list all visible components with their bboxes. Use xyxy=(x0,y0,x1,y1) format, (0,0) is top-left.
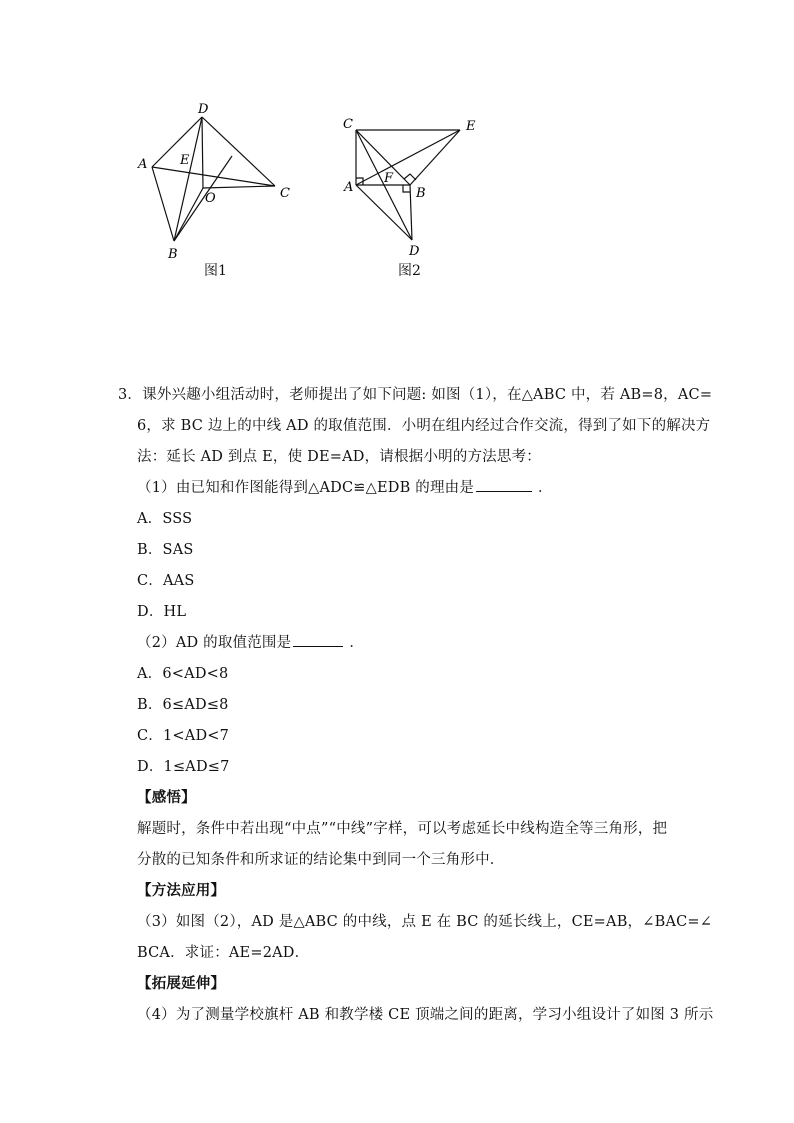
q2-option-d[interactable]: D．1≤AD≤7 xyxy=(137,759,230,775)
fig2-label-f: F xyxy=(384,171,394,186)
answer-blank-2[interactable] xyxy=(293,634,343,647)
fig1-label-d: D xyxy=(198,102,209,117)
figure-1 xyxy=(0,0,794,300)
intro-line-3: 法：延长 AD 到点 E，使 DE=AD，请根据小明的方法思考： xyxy=(137,449,541,465)
fig2-label-c: C xyxy=(343,117,353,132)
q2-option-c[interactable]: C．1<AD<7 xyxy=(137,728,230,744)
q2-option-b[interactable]: B．6≤AD≤8 xyxy=(137,697,229,713)
question-2-end: ． xyxy=(349,635,365,651)
insight-line-2: 分散的已知条件和所求证的结论集中到同一个三角形中． xyxy=(137,852,505,868)
question-1-end: ． xyxy=(538,480,553,496)
fig2-label-b: B xyxy=(416,186,426,201)
insight-heading: 【感悟】 xyxy=(137,789,196,806)
q1-option-d[interactable]: D．HL xyxy=(137,604,187,620)
q1-option-c[interactable]: C．AAS xyxy=(137,573,195,589)
figures-area xyxy=(0,0,794,300)
q1-option-a[interactable]: A．SSS xyxy=(137,511,193,527)
insight-line-1: 解题时，条件中若出现“中点”“中线”字样，可以考虑延长中线构造全等三角形，把 xyxy=(137,821,668,837)
question-4-line-1: （4）为了测量学校旗杆 AB 和教学楼 CE 顶端之间的距离，学习小组设计了如图 3 所示 xyxy=(137,1007,714,1023)
question-2-text: （2）AD 的取值范围是 xyxy=(137,635,292,651)
answer-blank-1[interactable] xyxy=(476,479,532,492)
figure-2-caption: 图2 xyxy=(398,263,421,279)
q1-option-b[interactable]: B．SAS xyxy=(137,542,194,558)
q2-option-a[interactable]: A．6<AD<8 xyxy=(137,666,229,682)
fig1-label-e: E xyxy=(180,153,190,168)
fig1-label-b: B xyxy=(168,247,178,262)
method-heading: 【方法应用】 xyxy=(137,882,226,899)
question-3-line-2: BCA．求证：AE=2AD． xyxy=(137,945,310,961)
intro-line-2: 6，求 BC 边上的中线 AD 的取值范围．小明在组内经过合作交流，得到了如下的解决方 xyxy=(137,418,711,434)
fig1-label-c: C xyxy=(280,186,290,201)
fig2-label-a: A xyxy=(344,180,354,195)
fig2-label-d: D xyxy=(409,244,420,259)
figure-1-caption: 图1 xyxy=(204,263,227,279)
fig1-label-a: A xyxy=(138,157,148,172)
fig2-label-e: E xyxy=(466,119,476,134)
question-2 xyxy=(137,631,364,652)
fig1-label-o: O xyxy=(205,191,216,206)
extend-heading: 【拓展延伸】 xyxy=(137,975,226,992)
intro-line-1: 3．课外兴趣小组活动时，老师提出了如下问题: 如图（1），在△ABC 中，若 AB=8，AC= xyxy=(118,387,713,403)
question-1-text: （1）由已知和作图能得到△ADC≌△EDB 的理由是 xyxy=(137,480,475,496)
question-1 xyxy=(137,476,553,497)
question-3-line-1: （3）如图（2），AD 是△ABC 的中线，点 E 在 BC 的延长线上，CE=AB，∠BAC=∠ xyxy=(137,914,713,930)
